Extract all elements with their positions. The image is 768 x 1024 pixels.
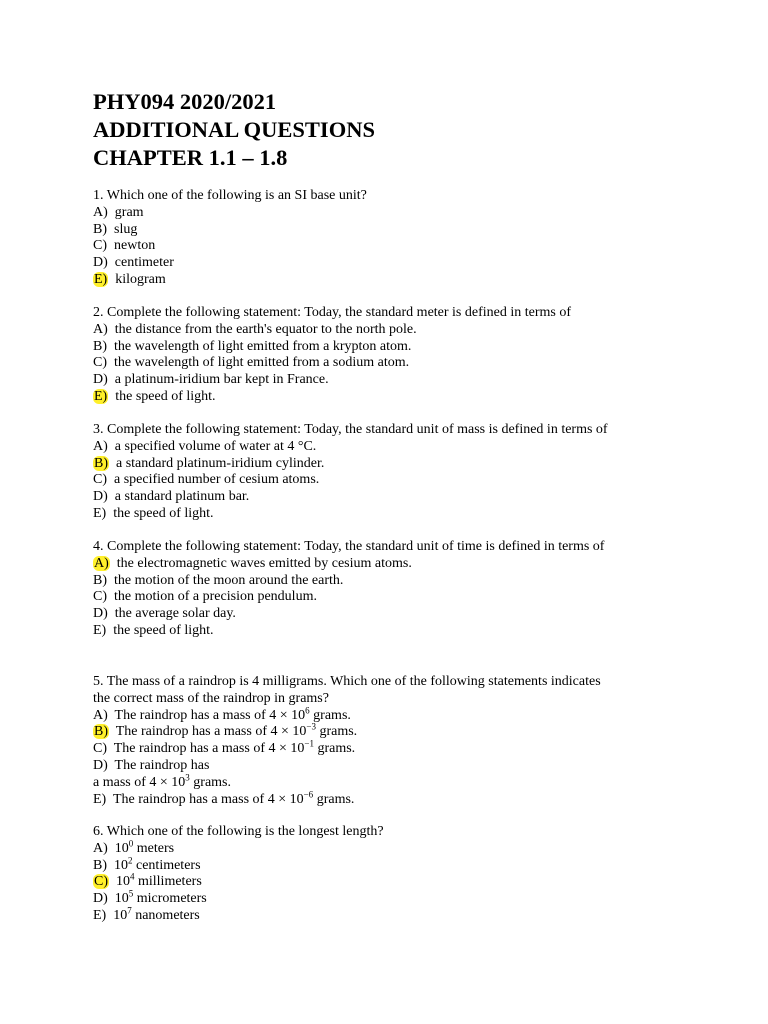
option-letter: C) <box>93 589 107 605</box>
option-letter: D) <box>93 757 108 773</box>
exponent: −1 <box>304 738 314 749</box>
question-3 <box>93 422 733 523</box>
option-b <box>93 573 733 590</box>
option-base: 10 <box>116 874 130 890</box>
option-e <box>93 623 733 640</box>
option-e <box>93 506 733 523</box>
question-4 <box>93 539 733 640</box>
option-c <box>93 871 733 891</box>
document-title: ADDITIONAL QUESTIONS <box>93 117 375 142</box>
option-text: the average solar day. <box>114 606 236 622</box>
option-b <box>93 854 733 875</box>
answer-highlight: C) <box>94 874 108 890</box>
question-stem-continued: the correct mass of the raindrop in grams? <box>93 690 329 706</box>
option-letter: C) <box>93 741 107 757</box>
exponent: 4 <box>130 871 135 882</box>
option-letter: D) <box>93 606 108 622</box>
course-title: PHY094 2020/2021 <box>93 89 277 114</box>
option-text: The raindrop has a mass of 4 × 10 <box>114 707 306 723</box>
option-a <box>93 439 733 456</box>
option-d <box>93 372 733 389</box>
exponent: 7 <box>127 905 132 916</box>
answer-highlight: B) <box>94 724 108 740</box>
option-letter: D) <box>93 372 108 388</box>
option-letter: A) <box>93 707 108 723</box>
answer-highlight: A) <box>94 555 109 571</box>
option-letter: A) <box>93 204 108 220</box>
option-letter: C) <box>93 238 107 254</box>
question-stem: 1. Which one of the following is an SI base unit? <box>93 188 367 203</box>
option-letter: C) <box>93 355 107 371</box>
exponent: 3 <box>185 772 190 783</box>
option-a <box>93 205 733 222</box>
option-base: 10 <box>114 891 129 907</box>
option-b <box>93 456 733 473</box>
option-d <box>93 255 733 272</box>
option-base: 10 <box>114 857 128 873</box>
option-unit: nanometers <box>135 907 200 923</box>
option-text: a standard platinum-iridium cylinder. <box>116 455 325 471</box>
option-text: the wavelength of light emitted from a krypton atom. <box>114 338 412 354</box>
question-6 <box>93 824 733 925</box>
option-unit: grams. <box>317 741 356 757</box>
option-b <box>93 721 733 741</box>
option-unit: centimeters <box>136 857 201 873</box>
option-unit: grams. <box>316 791 355 807</box>
option-unit: micrometers <box>136 891 207 907</box>
option-c <box>93 355 733 372</box>
question-stem: 2. Complete the following statement: Today, the standard meter is defined in terms of <box>93 305 572 320</box>
option-a <box>93 838 733 858</box>
option-text: the electromagnetic waves emitted by cesium atoms. <box>116 555 412 571</box>
option-letter: D) <box>93 891 108 907</box>
option-letter: C) <box>93 472 107 488</box>
option-d <box>93 606 733 623</box>
option-a <box>93 556 733 573</box>
option-text: a specified volume of water at 4 °C. <box>114 438 317 454</box>
answer-highlight: E) <box>94 388 108 404</box>
option-text: newton <box>114 238 156 254</box>
option-unit: millimeters <box>138 874 202 890</box>
option-text: a mass of 4 × 10 <box>93 774 186 790</box>
option-text: the speed of light. <box>113 622 214 638</box>
option-text: the speed of light. <box>115 388 216 404</box>
option-c <box>93 238 733 255</box>
option-d <box>93 888 733 908</box>
exponent: 2 <box>128 854 133 865</box>
option-a <box>93 704 733 725</box>
option-text: slug <box>114 221 138 237</box>
question-1 <box>93 188 733 289</box>
option-d <box>93 489 733 506</box>
exponent: 6 <box>305 704 310 715</box>
option-c <box>93 738 733 758</box>
option-base: 10 <box>113 907 128 923</box>
option-text: centimeter <box>114 255 174 271</box>
option-a <box>93 322 733 339</box>
option-unit: grams. <box>319 724 358 740</box>
option-letter: D) <box>93 489 108 505</box>
question-stem: 6. Which one of the following is the longest length? <box>93 824 384 839</box>
option-unit: grams. <box>193 774 231 790</box>
option-letter: B) <box>93 221 107 237</box>
option-letter: E) <box>93 907 107 923</box>
option-letter: A) <box>93 438 108 454</box>
option-e <box>93 389 733 406</box>
option-c <box>93 472 733 489</box>
option-e <box>93 788 733 809</box>
option-letter: A) <box>93 321 108 337</box>
question-5 <box>93 674 733 808</box>
option-text: the speed of light. <box>113 505 214 521</box>
option-letter: E) <box>93 505 107 521</box>
option-b <box>93 339 733 356</box>
option-text: the motion of a precision pendulum. <box>114 589 317 605</box>
option-letter: B) <box>93 572 107 588</box>
option-letter: B) <box>93 857 107 873</box>
option-d-continued <box>93 772 733 792</box>
option-letter: E) <box>93 622 107 638</box>
option-e <box>93 272 733 289</box>
option-text: a platinum-iridium bar kept in France. <box>114 372 329 388</box>
option-text: The raindrop has a mass of 4 × 10 <box>113 741 305 757</box>
option-letter: E) <box>93 791 107 807</box>
question-2 <box>93 305 733 406</box>
option-e <box>93 905 733 925</box>
exponent: 5 <box>128 888 134 899</box>
exponent: −6 <box>303 788 314 799</box>
option-text: The raindrop has a mass of 4 × 10 <box>115 724 307 740</box>
option-text: kilogram <box>115 271 166 287</box>
option-base: 10 <box>114 840 129 856</box>
option-text: the distance from the earth's equator to the north pole. <box>114 321 417 337</box>
chapter-title: CHAPTER 1.1 – 1.8 <box>93 145 288 170</box>
option-c <box>93 589 733 606</box>
option-text: a standard platinum bar. <box>114 489 250 505</box>
option-unit: grams. <box>313 707 351 723</box>
answer-highlight: B) <box>94 455 108 471</box>
exponent: 0 <box>128 838 134 849</box>
option-text: The raindrop has a mass of 4 × 10 <box>112 791 304 807</box>
option-text: a specified number of cesium atoms. <box>114 472 320 488</box>
option-letter: A) <box>93 840 108 856</box>
question-stem: 4. Complete the following statement: Today, the standard unit of time is defined in terms of <box>93 539 605 554</box>
option-text: the wavelength of light emitted from a sodium atom. <box>114 355 410 371</box>
option-text: The raindrop has <box>114 757 210 773</box>
option-b <box>93 222 733 239</box>
option-text: the motion of the moon around the earth. <box>114 572 344 588</box>
question-stem: 5. The mass of a raindrop is 4 milligrams. Which one of the following statements indicates <box>93 674 601 689</box>
question-stem: 3. Complete the following statement: Today, the standard unit of mass is defined in terms of <box>93 422 608 437</box>
option-letter: D) <box>93 255 108 271</box>
option-unit: meters <box>136 840 175 856</box>
option-letter: B) <box>93 338 107 354</box>
option-text: gram <box>114 204 144 220</box>
exponent: −3 <box>306 721 316 732</box>
answer-highlight: E) <box>94 271 108 287</box>
